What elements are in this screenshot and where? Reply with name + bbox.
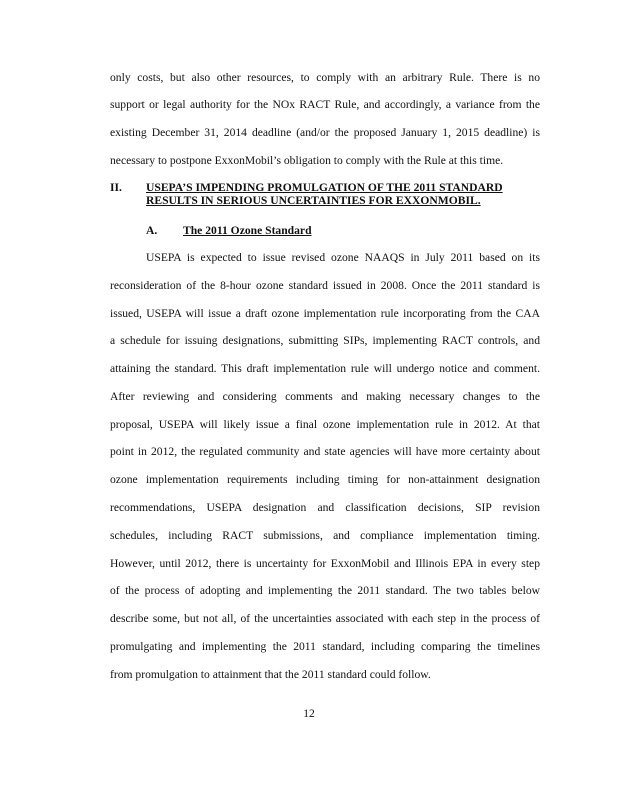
body-line-5: attaining the standard. This draft implementation rule will undergo notice and comment. [110, 362, 540, 375]
body-line-7: proposal, USEPA will likely issue a final ozone implementation rule in 2012. At that [110, 418, 540, 431]
body-line-15: promulgating and implementing the 2011 standard, including comparing the timelines [110, 640, 540, 653]
body-line-13: of the process of adopting and implementing the 2011 standard. The two tables below [110, 584, 540, 597]
body-line-1: USEPA is expected to issue revised ozone NAAQS in July 2011 based on its [146, 251, 540, 264]
body-line-2: reconsideration of the 8-hour ozone standard issued in 2008. Once the 2011 standard is [110, 279, 540, 292]
page-number: 12 [303, 707, 315, 720]
body-line-4: a schedule for issuing designations, submitting SIPs, implementing RACT controls, and [110, 334, 540, 347]
section-title-line-1: USEPA’S IMPENDING PROMULGATION OF THE 2011 STANDARD [146, 181, 503, 194]
intro-line-2: support or legal authority for the NOx RACT Rule, and accordingly, a variance from the [110, 98, 540, 111]
body-line-8: point in 2012, the regulated community and state agencies will have more certainty about [110, 445, 540, 458]
intro-line-1: only costs, but also other resources, to comply with an arbitrary Rule. There is no [110, 71, 540, 84]
body-line-10: recommendations, USEPA designation and classification decisions, SIP revision [110, 501, 540, 514]
body-line-3: issued, USEPA will issue a draft ozone implementation rule incorporating from the CAA [110, 307, 540, 320]
body-line-12: However, until 2012, there is uncertainty for ExxonMobil and Illinois EPA in every step [110, 557, 540, 570]
body-line-6: After reviewing and considering comments and making necessary changes to the [110, 390, 540, 403]
intro-line-3: existing December 31, 2014 deadline (and/or the proposed January 1, 2015 deadline) is [110, 126, 540, 139]
section-number: II. [110, 181, 122, 194]
subsection-number: A. [146, 224, 158, 237]
intro-line-4: necessary to postpone ExxonMobil’s obligation to comply with the Rule at this time. [110, 154, 504, 167]
subsection-title: The 2011 Ozone Standard [183, 224, 312, 237]
body-line-9: ozone implementation requirements including timing for non-attainment designation [110, 473, 540, 486]
body-line-14: describe some, but not all, of the uncertainties associated with each step in the process of [110, 612, 540, 625]
body-line-11: schedules, including RACT submissions, and compliance implementation timing. [110, 529, 540, 542]
body-line-16: from promulgation to attainment that the 2011 standard could follow. [110, 668, 431, 681]
section-title-line-2: RESULTS IN SERIOUS UNCERTAINTIES FOR EXXONMOBIL. [146, 194, 481, 207]
